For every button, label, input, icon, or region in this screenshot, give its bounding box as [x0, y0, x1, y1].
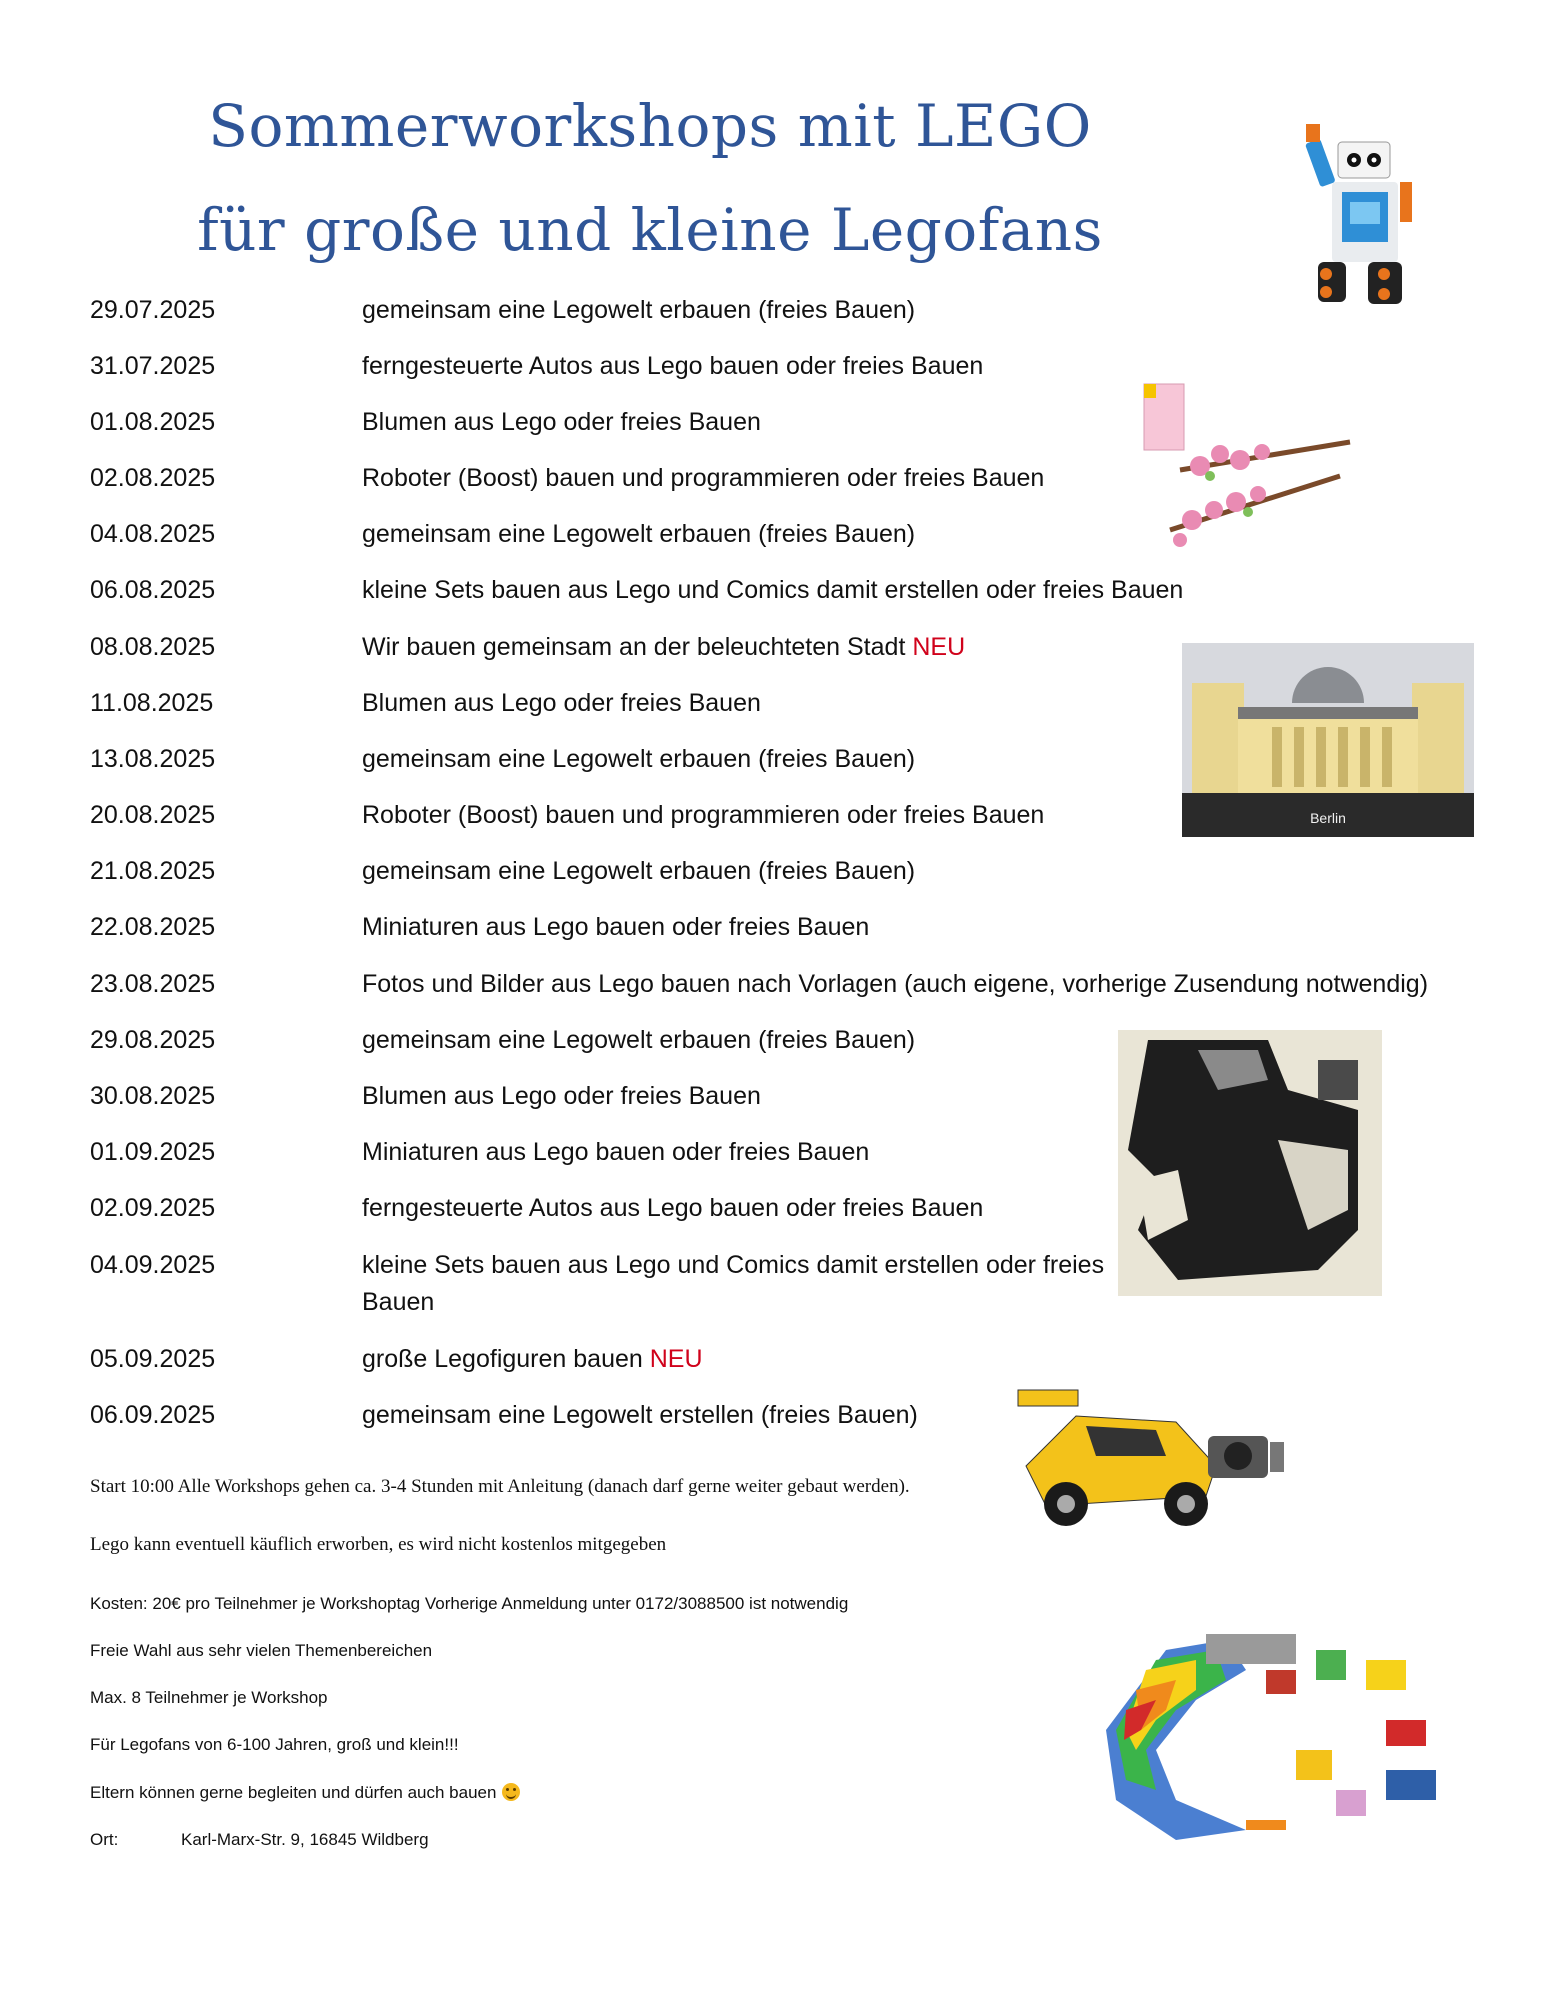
schedule-date: 02.08.2025: [90, 464, 216, 492]
schedule-description: gemeinsam eine Legowelt erbauen (freies Bauen): [362, 296, 916, 324]
lego-cherry-blossom-image: [1140, 380, 1360, 552]
schedule-date: 23.08.2025: [90, 970, 216, 998]
schedule-description: gemeinsam eine Legowelt erstellen (freies Bauen): [362, 1401, 918, 1429]
schedule-description: gemeinsam eine Legowelt erbauen (freies Bauen): [362, 745, 916, 773]
schedule-description: ferngesteuerte Autos aus Lego bauen oder freies Bauen: [362, 352, 984, 380]
age-note: Für Legofans von 6-100 Jahren, groß und klein!!!: [90, 1735, 459, 1754]
schedule-description: Wir bauen gemeinsam an der beleuchteten Stadt NEU: [362, 633, 966, 661]
schedule-date: 04.09.2025: [90, 1251, 216, 1279]
schedule-date: 21.08.2025: [90, 857, 216, 885]
schedule-description: große Legofiguren bauen NEU: [362, 1345, 703, 1373]
choice-note: Freie Wahl aus sehr vielen Themenbereichen: [90, 1641, 433, 1660]
parents-note: Eltern können gerne begleiten und dürfen auch bauen: [90, 1783, 520, 1803]
schedule-date: 08.08.2025: [90, 633, 216, 661]
lego-mosaic-image: [1118, 1030, 1382, 1296]
schedule-description: gemeinsam eine Legowelt erbauen (freies Bauen): [362, 1026, 916, 1054]
schedule-date: 01.08.2025: [90, 408, 216, 436]
schedule-date: 29.08.2025: [90, 1026, 216, 1054]
schedule-date: 06.08.2025: [90, 576, 216, 604]
schedule-date: 29.07.2025: [90, 296, 216, 324]
max-participants-note: Max. 8 Teilnehmer je Workshop: [90, 1688, 328, 1707]
schedule-description: kleine Sets bauen aus Lego und Comics damit erstellen oder freies Bauen: [362, 1251, 1105, 1316]
schedule-date: 31.07.2025: [90, 352, 216, 380]
page-title-line2: für große und kleine Legofans: [197, 196, 1103, 264]
schedule-date: 22.08.2025: [90, 913, 216, 941]
schedule-description: gemeinsam eine Legowelt erbauen (freies Bauen): [362, 857, 916, 885]
lego-race-car-image: [1016, 1386, 1288, 1538]
cost-note: Kosten: 20€ pro Teilnehmer je Workshoptag Vorherige Anmeldung unter 0172/3088500 ist notwendig: [90, 1594, 849, 1613]
schedule-description: Roboter (Boost) bauen und programmieren oder freies Bauen: [362, 464, 1045, 492]
new-tag: NEU: [912, 633, 966, 661]
schedule-date: 05.09.2025: [90, 1345, 216, 1373]
schedule-description: Miniaturen aus Lego bauen oder freies Bauen: [362, 1138, 870, 1166]
place-address: Karl-Marx-Str. 9, 16845 Wildberg: [181, 1830, 429, 1849]
schedule-description: Fotos und Bilder aus Lego bauen nach Vorlagen (auch eigene, vorherige Zusendung notwendig): [362, 970, 1429, 998]
schedule-date: 20.08.2025: [90, 801, 216, 829]
berlin-label: Berlin: [1310, 810, 1346, 826]
schedule-description: gemeinsam eine Legowelt erbauen (freies Bauen): [362, 520, 916, 548]
schedule-description: Miniaturen aus Lego bauen oder freies Bauen: [362, 913, 870, 941]
schedule-date: 04.08.2025: [90, 520, 216, 548]
schedule-description: Blumen aus Lego oder freies Bauen: [362, 689, 761, 717]
schedule-date: 06.09.2025: [90, 1401, 216, 1429]
schedule-description: Blumen aus Lego oder freies Bauen: [362, 1082, 761, 1110]
schedule-date: 13.08.2025: [90, 745, 216, 773]
schedule-description: kleine Sets bauen aus Lego und Comics damit erstellen oder freies Bauen: [362, 576, 1184, 604]
smiley-icon: [502, 1783, 520, 1801]
new-tag: NEU: [649, 1345, 703, 1373]
schedule-description: Roboter (Boost) bauen und programmieren oder freies Bauen: [362, 801, 1045, 829]
schedule-date: 11.08.2025: [90, 689, 214, 717]
purchase-note: Lego kann eventuell käuflich erworben, es wird nicht kostenlos mitgegeben: [90, 1534, 667, 1555]
schedule-date: 02.09.2025: [90, 1194, 216, 1222]
schedule-description: ferngesteuerte Autos aus Lego bauen oder freies Bauen: [362, 1194, 984, 1222]
place-label: Ort:: [90, 1830, 119, 1849]
start-note: Start 10:00 Alle Workshops gehen ca. 3-4 Stunden mit Anleitung (danach darf gerne weiter gebaut werden).: [90, 1476, 910, 1497]
schedule-date: 30.08.2025: [90, 1082, 216, 1110]
lego-berlin-skyline-image: [1182, 643, 1474, 837]
schedule-date: 01.09.2025: [90, 1138, 216, 1166]
schedule-description: Blumen aus Lego oder freies Bauen: [362, 408, 761, 436]
page-title-line1: Sommerworkshops mit LEGO: [208, 92, 1092, 160]
lego-robot-image: [1298, 122, 1430, 312]
lego-bricks-collection-image: [1096, 1630, 1448, 1844]
